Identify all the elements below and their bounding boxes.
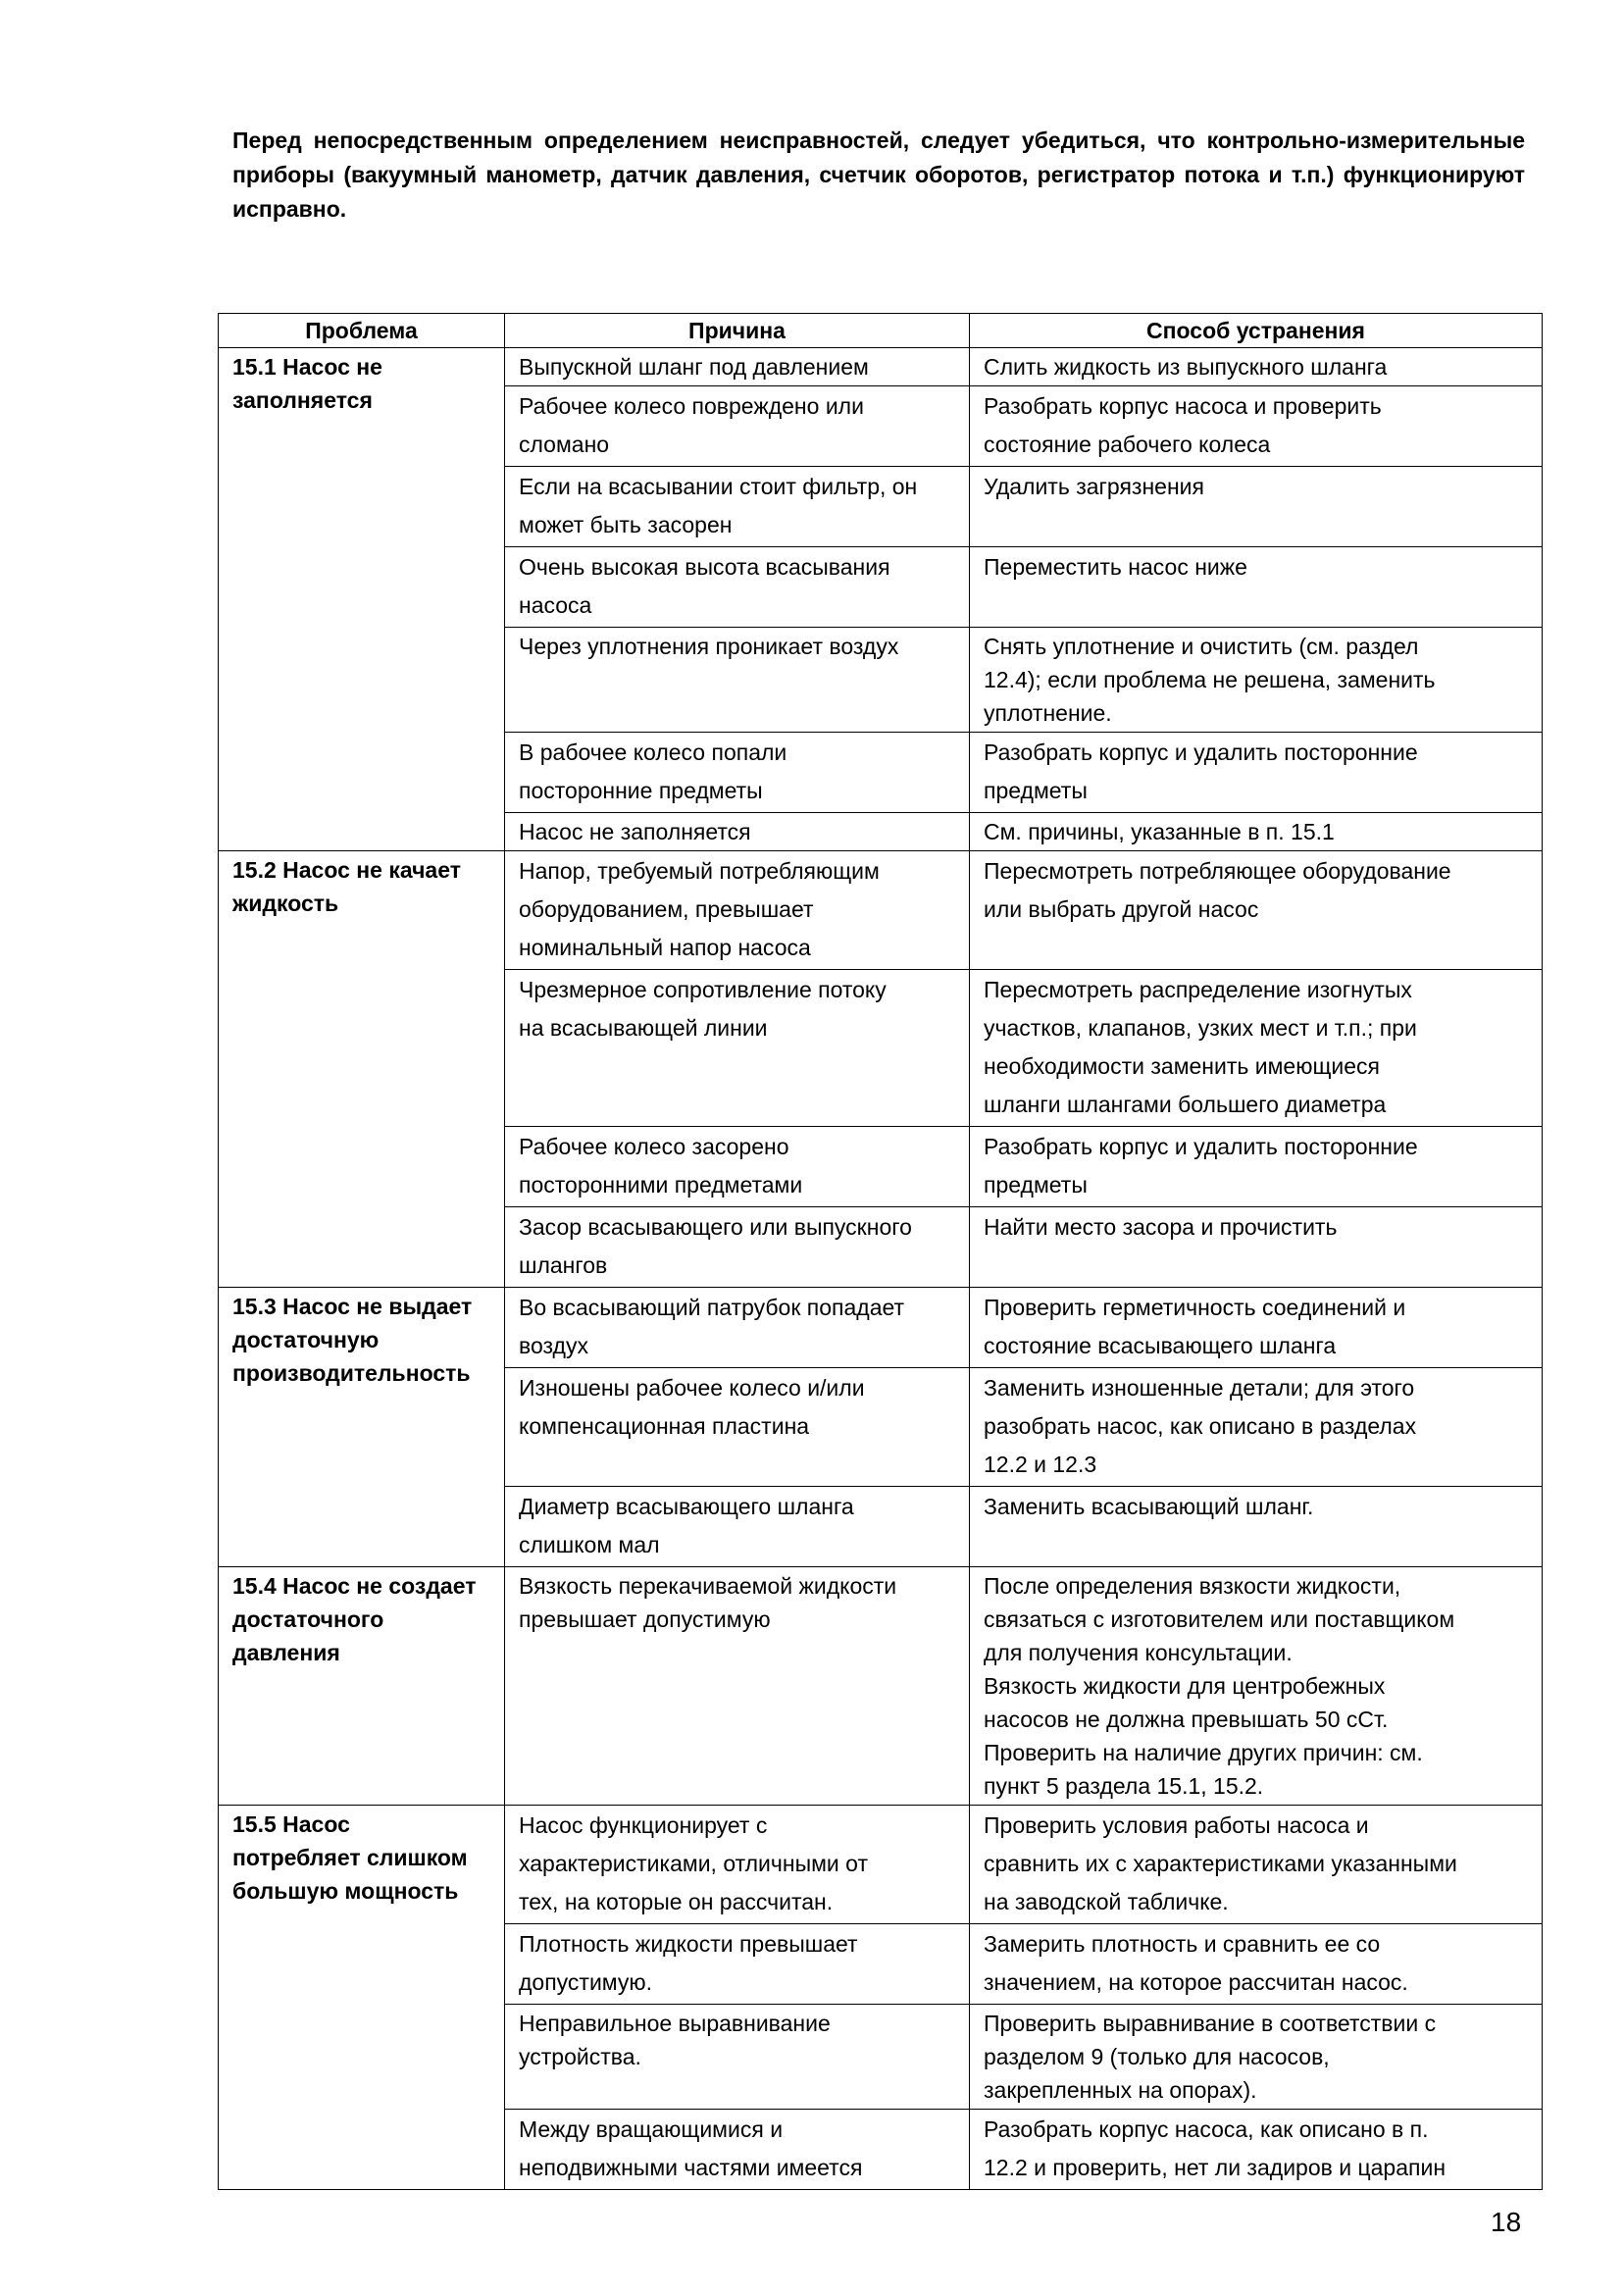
remedy-cell: Разобрать корпус и удалить посторонние предметы (970, 733, 1543, 813)
table-row (219, 1288, 1543, 1368)
cause-cell: Насос функционирует с характеристиками, отличными от тех, на которые он рассчитан. (505, 1806, 970, 1924)
cause-cell: Диаметр всасывающего шланга слишком мал (505, 1487, 970, 1567)
cause-cell: Вязкость перекачиваемой жидкости превышает допустимую (505, 1567, 970, 1806)
header-problem: Проблема (219, 314, 505, 348)
cause-cell: Напор, требуемый потребляющим оборудованием, превышает номинальный напор насоса (505, 851, 970, 970)
remedy-cell: Проверить условия работы насоса и сравнить их с характеристиками указанными на заводской табличке. (970, 1806, 1543, 1924)
table-row (219, 1806, 1543, 1924)
table-row (219, 851, 1543, 970)
table-header-row (219, 314, 1543, 348)
problem-cell: 15.4 Насос не создает достаточного давления (219, 1567, 505, 1806)
remedy-cell: Заменить всасывающий шланг. (970, 1487, 1543, 1567)
remedy-cell: Разобрать корпус насоса, как описано в п. 12.2 и проверить, нет ли задиров и царапин (970, 2110, 1543, 2190)
cause-cell: Во всасывающий патрубок попадает воздух (505, 1288, 970, 1368)
remedy-cell: Найти место засора и прочистить (970, 1207, 1543, 1288)
remedy-cell: Проверить выравнивание в соответствии с разделом 9 (только для насосов, закрепленных на опорах). (970, 2005, 1543, 2110)
remedy-cell: Слить жидкость из выпускного шланга (970, 348, 1543, 386)
remedy-cell: Переместить насос ниже (970, 547, 1543, 628)
cause-cell: Плотность жидкости превышает допустимую. (505, 1924, 970, 2005)
remedy-cell: Заменить изношенные детали; для этого разобрать насос, как описано в разделах 12.2 и 12.3 (970, 1368, 1543, 1487)
problem-cell: 15.3 Насос не выдает достаточную производительность (219, 1288, 505, 1567)
intro-paragraph: Перед непосредственным определением неисправностей, следует убедиться, что контрольно-измерительные приборы (вакуумный манометр, датчик давления, счетчик оборотов, регистратор потока и т.п.) функционируют исправно. (232, 127, 1525, 222)
remedy-cell: После определения вязкости жидкости, связаться с изготовителем или поставщиком для получения консультации. Вязкость жидкости для центробежных насосов не должна превышать 50 сСт. Проверить на наличие других причин: см. пункт 5 раздела 15.1, 15.2. (970, 1567, 1543, 1806)
header-remedy: Способ устранения (970, 314, 1543, 348)
cause-cell: Рабочее колесо засорено посторонними предметами (505, 1127, 970, 1207)
problem-cell: 15.2 Насос не качает жидкость (219, 851, 505, 1288)
cause-cell: Насос не заполняется (505, 813, 970, 851)
cause-cell: Если на всасывании стоит фильтр, он может быть засорен (505, 467, 970, 547)
cause-cell: Неправильное выравнивание устройства. (505, 2005, 970, 2110)
cause-cell: Засор всасывающего или выпускного шлангов (505, 1207, 970, 1288)
remedy-cell: Проверить герметичность соединений и состояние всасывающего шланга (970, 1288, 1543, 1368)
troubleshooting-table (218, 313, 1543, 2190)
remedy-cell: Разобрать корпус насоса и проверить состояние рабочего колеса (970, 386, 1543, 467)
cause-cell: Чрезмерное сопротивление потоку на всасывающей линии (505, 970, 970, 1127)
cause-cell: Выпускной шланг под давлением (505, 348, 970, 386)
cause-cell: Очень высокая высота всасывания насоса (505, 547, 970, 628)
problem-cell: 15.1 Насос не заполняется (219, 348, 505, 851)
cause-cell: Изношены рабочее колесо и/или компенсационная пластина (505, 1368, 970, 1487)
remedy-cell: Пересмотреть потребляющее оборудование или выбрать другой насос (970, 851, 1543, 970)
table-row (219, 1567, 1543, 1806)
cause-cell: В рабочее колесо попали посторонние предметы (505, 733, 970, 813)
table-row (219, 348, 1543, 386)
remedy-cell: Снять уплотнение и очистить (см. раздел 12.4); если проблема не решена, заменить уплотнение. (970, 628, 1543, 733)
cause-cell: Между вращающимися и неподвижными частями имеется (505, 2110, 970, 2190)
remedy-cell: См. причины, указанные в п. 15.1 (970, 813, 1543, 851)
problem-cell: 15.5 Насос потребляет слишком большую мощность (219, 1806, 505, 2190)
page-number: 18 (1491, 2207, 1522, 2237)
cause-cell: Через уплотнения проникает воздух (505, 628, 970, 733)
cause-cell: Рабочее колесо повреждено или сломано (505, 386, 970, 467)
remedy-cell: Удалить загрязнения (970, 467, 1543, 547)
remedy-cell: Пересмотреть распределение изогнутых участков, клапанов, узких мест и т.п.; при необходимости заменить имеющиеся шланги шлангами большего диаметра (970, 970, 1543, 1127)
remedy-cell: Замерить плотность и сравнить ее со значением, на которое рассчитан насос. (970, 1924, 1543, 2005)
remedy-cell: Разобрать корпус и удалить посторонние предметы (970, 1127, 1543, 1207)
header-cause: Причина (505, 314, 970, 348)
